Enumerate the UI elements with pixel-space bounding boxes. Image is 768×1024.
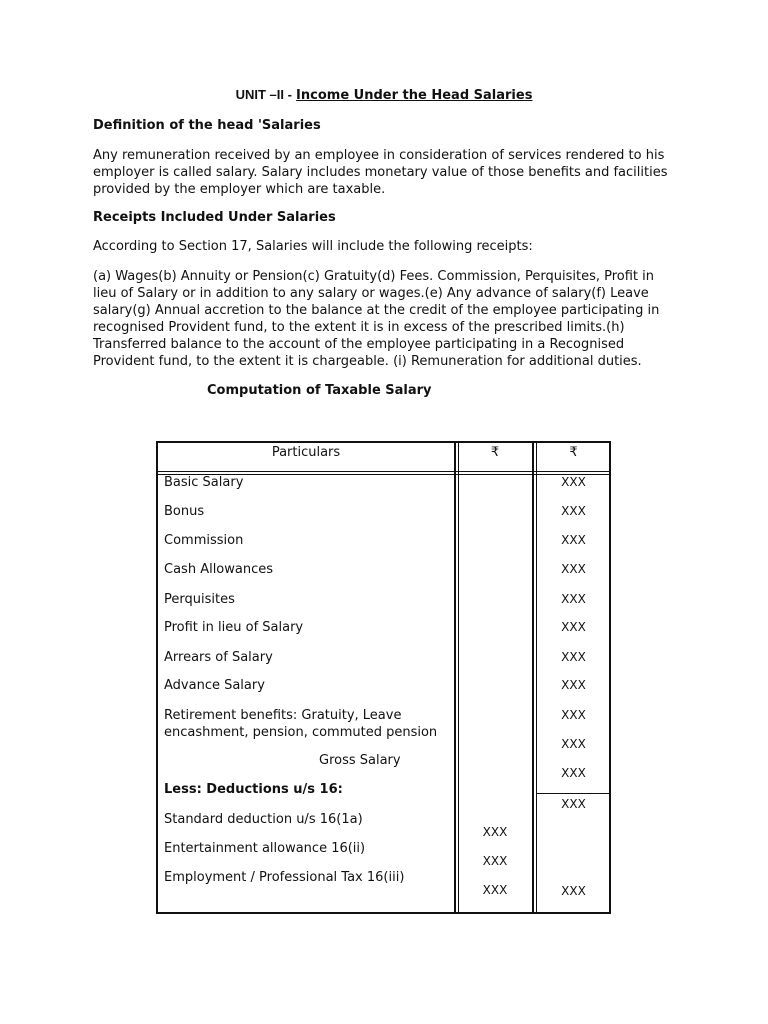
receipts-intro: According to Section 17, Salaries will include the following receipts: (93, 239, 533, 254)
header-rupee-2: ₹ (569, 445, 578, 460)
row-entertainment-allowance: Entertainment allowance 16(ii) (164, 841, 366, 856)
value-cell: XXX (482, 854, 508, 868)
row-cash-allowances: Cash Allowances (164, 562, 274, 577)
value-cell: XXX (561, 737, 586, 751)
row-arrears: Arrears of Salary (164, 650, 273, 665)
receipts-text: (a) Wages(b) Annuity or Pension(c) Gratuity(d) Fees. Commission, Perquisites, Profit in lieu of Salary or in addition to any salary or wages.(e) Any advance of salary(f) Leave salary(g) Annual accretion to the balance at the credit of the employee participating in recognised Provident fund, to the extent it is in excess of the prescribed limits.(h) Transferred balance to the account of the employee participating in a Recognised Provident fund, to the extent it is chargeable. (i) Remuneration for additional duties. (93, 269, 660, 369)
header-rupee-1: ₹ (490, 445, 500, 460)
value-cell: XXX (561, 797, 586, 811)
row-less-deductions: Less: Deductions u/s 16: (164, 782, 343, 797)
value-cell: XXX (561, 562, 586, 576)
gross-divider (536, 793, 609, 794)
value-cell: XXX (561, 678, 586, 692)
salary-table (156, 441, 611, 914)
title-main: Income Under the Head Salaries (296, 88, 533, 103)
col-divider (454, 443, 456, 912)
value-cell: XXX (561, 592, 586, 606)
receipts-heading: Receipts Included Under Salaries (93, 210, 336, 225)
row-gross-salary: Gross Salary (319, 753, 401, 768)
col-divider (458, 443, 459, 912)
col-divider (532, 443, 534, 912)
definition-text: Any remuneration received by an employee in consideration of services rendered to his employer is called salary. Salary includes monetary value of those benefits and facilities provided by the employer which are taxable. (93, 148, 668, 197)
value-cell: XXX (561, 504, 586, 518)
row-profit-in-lieu: Profit in lieu of Salary (164, 620, 304, 635)
value-cell: XXX (561, 650, 586, 664)
value-cell: XXX (561, 884, 586, 898)
value-cell: XXX (561, 766, 586, 780)
row-retirement-benefits: Retirement benefits: Gratuity, Leave encashment, pension, commuted pension (164, 708, 438, 740)
row-commission: Commission (164, 533, 244, 548)
row-bonus: Bonus (164, 504, 205, 519)
row-basic-salary: Basic Salary (164, 475, 244, 490)
row-advance-salary: Advance Salary (164, 678, 265, 693)
row-professional-tax: Employment / Professional Tax 16(iii) (164, 870, 405, 885)
row-standard-deduction: Standard deduction u/s 16(1a) (164, 812, 363, 827)
row-perquisites: Perquisites (164, 592, 235, 607)
value-cell: XXX (561, 620, 586, 634)
value-cell: XXX (561, 533, 586, 547)
value-cell: XXX (482, 825, 508, 839)
computation-heading: Computation of Taxable Salary (207, 383, 432, 398)
value-cell: XXX (561, 475, 586, 489)
value-cell: XXX (561, 708, 586, 722)
value-cell: XXX (482, 883, 508, 897)
header-particulars: Particulars (271, 445, 341, 460)
header-divider (158, 471, 609, 472)
unit-label: UNIT –II - (235, 87, 292, 102)
page-title (0, 87, 768, 103)
definition-heading: Definition of the head 'Salaries (93, 118, 321, 133)
